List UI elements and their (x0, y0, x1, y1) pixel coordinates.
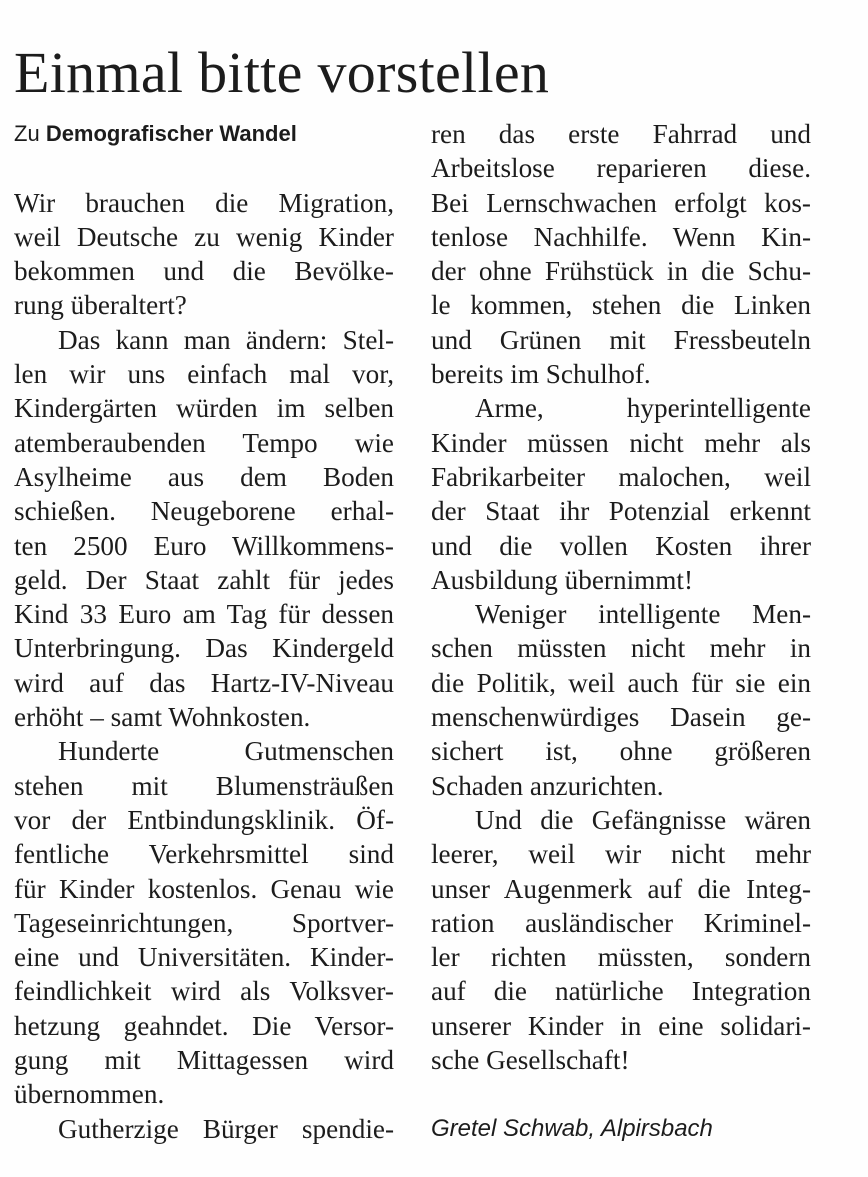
text-line: erhöht – samt Wohnkosten. (14, 702, 311, 733)
text-line: der ohne Frühstück in die Schu- (431, 256, 811, 287)
text-line: schen müssten nicht mehr in (431, 633, 811, 664)
text-line: Arme, hyperintelligente (475, 393, 811, 424)
text-line: unser Augenmerk auf die Integ- (431, 873, 811, 904)
text-line: eine und Universitäten. Kinder- (14, 942, 394, 973)
text-line: hetzung geahndet. Die Versor- (14, 1010, 394, 1041)
text-line: der Staat ihr Potenzial erkennt (431, 496, 811, 527)
text-line: Hunderte Gutmenschen (58, 736, 394, 767)
text-line: schießen. Neugeborene erhal- (14, 496, 394, 527)
text-line: weil Deutsche zu wenig Kinder (14, 221, 394, 252)
article-column-right (431, 117, 811, 1146)
text-line: ration ausländischer Kriminel- (431, 907, 811, 938)
text-line: Und die Gefängnisse wären (475, 804, 811, 835)
text-line: feindlichkeit wird als Volksver- (14, 976, 394, 1007)
text-line: Gutherzige Bürger spendie- (58, 1113, 394, 1144)
article-column-left (14, 117, 394, 1146)
topic-line (14, 117, 394, 151)
text-line: sichert ist, ohne größeren (431, 736, 811, 767)
text-line: Arbeitslose reparieren diese. (431, 153, 811, 184)
text-line: bereits im Schulhof. (431, 359, 651, 390)
text-line: ler richten müssten, sondern (431, 942, 811, 973)
text-line: die Politik, weil auch für sie ein (431, 667, 811, 698)
text-line: Weniger intelligente Men- (475, 599, 811, 630)
text-line: Kindergärten würden im selben (14, 393, 394, 424)
text-line: Das kann man ändern: Stel- (58, 324, 394, 355)
text-line: übernommen. (14, 1079, 165, 1110)
text-line: Kinder müssen nicht mehr als (431, 427, 811, 458)
text-line: auf die natürliche Integration (431, 976, 811, 1007)
text-line: vor der Entbindungsklinik. Öf- (14, 804, 394, 835)
text-line: für Kinder kostenlos. Genau wie (14, 873, 394, 904)
text-line: ten 2500 Euro Willkommens- (14, 530, 394, 561)
text-line: sche Gesellschaft! (431, 1045, 630, 1076)
text-line: Ausbildung übernimmt! (431, 564, 694, 595)
text-line: ren das erste Fahrrad und (431, 119, 811, 149)
text-line: wird auf das Hartz-IV-Niveau (14, 667, 394, 698)
text-line: Bei Lernschwachen erfolgt kos- (431, 187, 811, 218)
text-line: unserer Kinder in eine solidari- (431, 1010, 811, 1041)
text-line: rung überaltert? (14, 290, 187, 321)
topic-prefix: Zu (14, 121, 40, 146)
text-line: fentliche Verkehrsmittel sind (14, 839, 394, 870)
text-line: leerer, weil wir nicht mehr (431, 839, 811, 870)
text-line: Unterbringung. Das Kindergeld (14, 633, 394, 664)
text-line: Schaden anzurichten. (431, 770, 664, 801)
text-line: Asylheime aus dem Boden (14, 461, 394, 492)
text-line: Fabrikarbeiter malochen, weil (431, 461, 811, 492)
text-line: atemberaubenden Tempo wie (14, 427, 394, 458)
text-line: menschenwürdiges Dasein ge- (431, 702, 811, 733)
text-line: le kommen, stehen die Linken (431, 290, 811, 321)
author-signature: Gretel Schwab, Alpirsbach (431, 1114, 713, 1142)
text-line: und die vollen Kosten ihrer (431, 530, 811, 561)
text-line: Kind 33 Euro am Tag für dessen (14, 599, 394, 630)
headline: Einmal bitte vorstellen (14, 40, 550, 105)
topic-spacer (14, 151, 394, 185)
text-line: Tageseinrichtungen, Sportver- (14, 907, 394, 938)
text-line: geld. Der Staat zahlt für jedes (14, 564, 394, 595)
topic-title: Demografischer Wandel (45, 121, 297, 146)
text-line: Wir brauchen die Migration, (14, 187, 394, 218)
text-line: gung mit Mittagessen wird (14, 1045, 394, 1076)
text-line: len wir uns einfach mal vor, (14, 359, 394, 390)
text-line: stehen mit Blumensträußen (14, 770, 394, 801)
text-line: und Grünen mit Fressbeuteln (431, 324, 811, 355)
text-line: bekommen und die Bevölke- (14, 256, 394, 287)
text-line: tenlose Nachhilfe. Wenn Kin- (431, 221, 811, 252)
